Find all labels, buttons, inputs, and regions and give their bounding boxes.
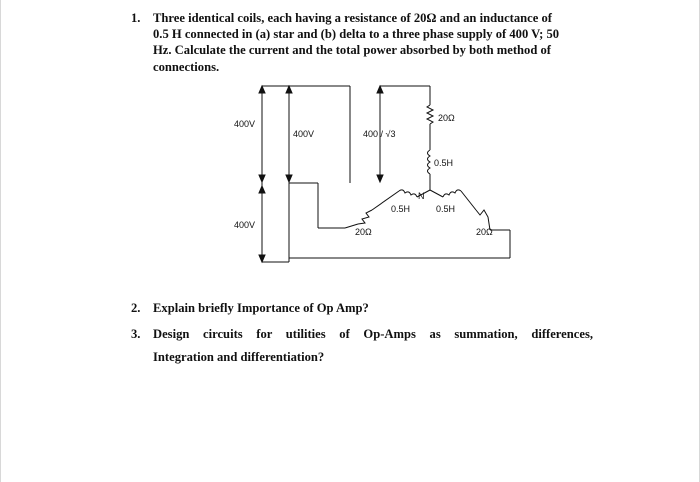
top-branch	[427, 105, 433, 190]
question-2-text: Explain briefly Importance of Op Amp?	[153, 301, 369, 315]
label-400v-bottom: 400V	[234, 220, 256, 230]
label-l-left: 0.5H	[391, 204, 411, 214]
label-r-left: 20Ω	[355, 227, 372, 237]
question-2-number: 2.	[131, 301, 141, 315]
label-r-top: 20Ω	[438, 113, 455, 123]
question-3-number: 3.	[131, 327, 141, 341]
supply-lines	[262, 86, 510, 262]
label-neutral: N	[418, 191, 425, 201]
question-3-line: Design circuits for utilities of Op-Amps as summation, differences,	[153, 327, 593, 341]
label-r-right: 20Ω	[476, 227, 493, 237]
label-l-right: 0.5H	[436, 204, 456, 214]
question-1-line: connections.	[153, 59, 220, 74]
question-1-line: Three identical coils, each having a resistance of 20Ω and an inductance of	[153, 11, 552, 25]
label-phase-voltage: 400 / √3	[363, 129, 396, 139]
question-3	[131, 323, 593, 369]
label-l-top: 0.5H	[434, 158, 454, 168]
question-1-line: 0.5 H connected in (a) star and (b) delta to a three phase supply of 400 V; 50	[153, 27, 560, 42]
label-400v-top: 400V	[234, 119, 256, 129]
question-1-line: Hz. Calculate the current and the total power absorbed by both method of	[153, 43, 551, 58]
label-400v-line: 400V	[293, 129, 315, 139]
question-2	[131, 300, 369, 316]
question-1-number: 1.	[131, 11, 141, 25]
question-3-line: Integration and differentiation?	[153, 350, 325, 364]
